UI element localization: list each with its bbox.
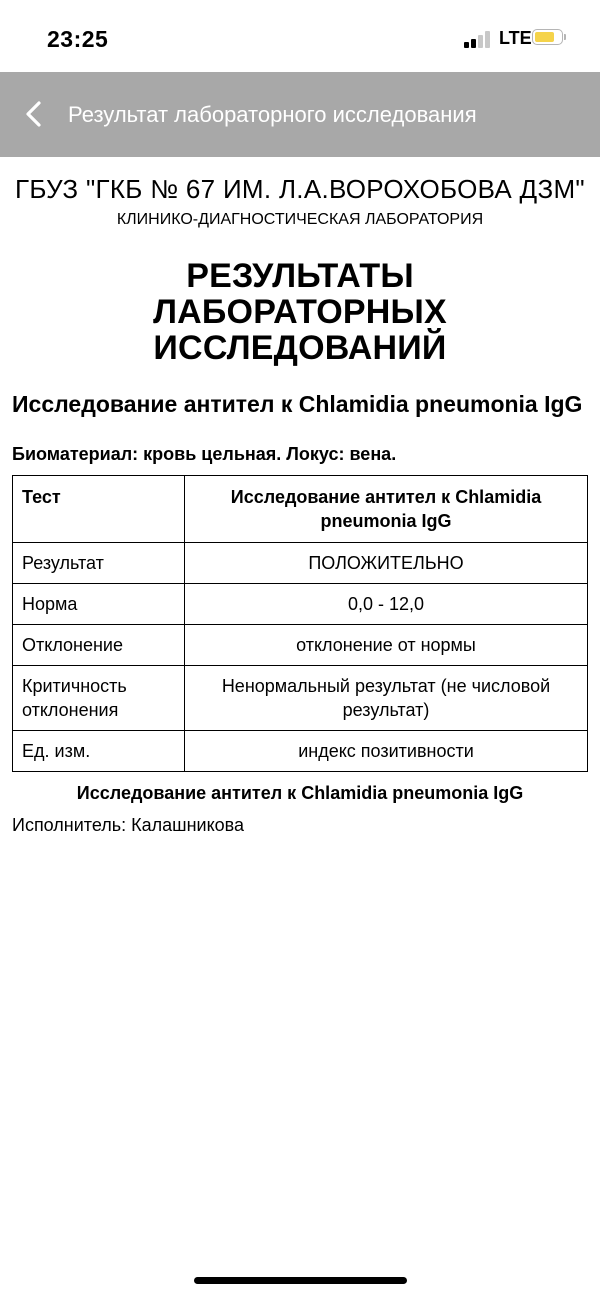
report-title: РЕЗУЛЬТАТЫ ЛАБОРАТОРНЫХ ИССЛЕДОВАНИЙ (153, 257, 447, 367)
footer-study-title: Исследование антител к Chlamidia pneumonia IgG (76, 783, 524, 803)
biomaterial-info: Биоматериал: кровь цельная. Локус: вена. (12, 444, 397, 464)
performer: Исполнитель: Калашникова (12, 815, 245, 835)
nav-title: Результат лабораторного исследования (68, 102, 477, 127)
navigation-bar (0, 72, 600, 157)
row-value: отклонение от нормы (185, 625, 588, 666)
results-table (12, 475, 588, 772)
home-indicator[interactable] (194, 1277, 407, 1284)
signal-strength-icon (464, 30, 494, 48)
status-bar (0, 0, 600, 72)
row-value: индекс позитивности (185, 731, 588, 772)
header-cell-test: Тест (13, 476, 185, 543)
row-value: ПОЛОЖИТЕЛЬНО (185, 543, 588, 584)
row-label: Результат (13, 543, 185, 584)
network-type: LTE (499, 28, 532, 48)
row-label: Норма (13, 584, 185, 625)
row-label: Ед. изм. (13, 731, 185, 772)
study-title: Исследование антител к Chlamidia pneumonia IgG (12, 391, 583, 417)
table-row (13, 543, 588, 584)
table-row (13, 625, 588, 666)
table-row (13, 584, 588, 625)
table-header-row (13, 476, 588, 543)
table-row (13, 666, 588, 731)
row-value: 0,0 - 12,0 (185, 584, 588, 625)
lab-report (0, 157, 600, 836)
organization-name: ГБУЗ "ГКБ № 67 ИМ. Л.А.ВОРОХОБОВА ДЗМ" (15, 174, 585, 204)
row-value: Ненормальный результат (не числовой результат) (185, 666, 588, 731)
header-cell-study: Исследование антител к Chlamidia pneumonia IgG (185, 476, 588, 543)
status-time: 23:25 (47, 26, 109, 52)
row-label: Критичность отклонения (13, 666, 185, 731)
back-chevron-icon[interactable] (22, 100, 48, 128)
row-label: Отклонение (13, 625, 185, 666)
battery-icon (532, 29, 566, 47)
table-row (13, 731, 588, 772)
laboratory-name: КЛИНИКО-ДИАГНОСТИЧЕСКАЯ ЛАБОРАТОРИЯ (116, 211, 484, 228)
